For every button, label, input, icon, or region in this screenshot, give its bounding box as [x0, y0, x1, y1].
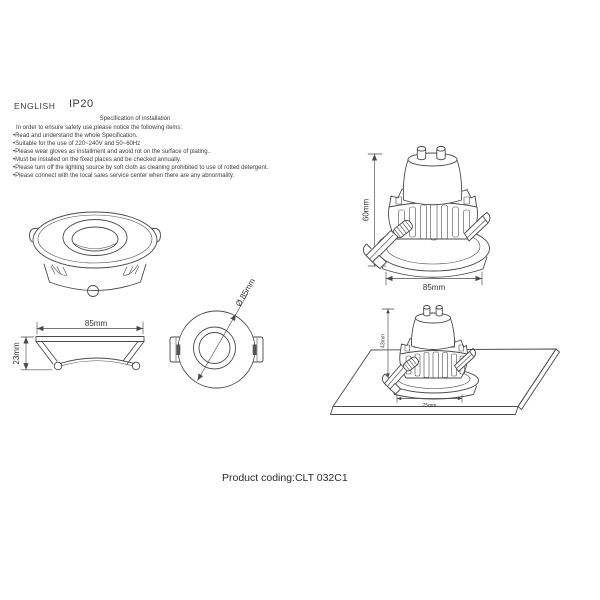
instruction-item: •Suitable for the use of 220~240V and 50~60Hz [13, 141, 141, 147]
dim-label-recess-depth: 43mm [380, 334, 387, 348]
dim-label-side-width: 85mm [84, 319, 108, 328]
clip-latch-left [177, 345, 181, 356]
language-label: ENGLISH [14, 101, 56, 111]
instruction-item: •Read and understand the whole Specification. [13, 133, 138, 139]
instruction-item: •Must be installed on the fixed places and be checked annually. [13, 157, 182, 163]
screw-hole [88, 286, 99, 297]
instruction-item: •Please connect with the local sales service center when there are any abnormality. [13, 173, 235, 179]
dim-label-side-height: 23mm [12, 342, 21, 365]
instructions-title: Specification of installation [99, 116, 171, 122]
drawing-trim-ring-perspective [30, 212, 161, 297]
clip-latch-right [253, 345, 257, 356]
dim-label-cutout-width: 75mm [422, 403, 437, 409]
panel-edge-hatch [518, 349, 560, 410]
product-coding: Product coding:CLT 032C1 [222, 472, 348, 484]
drawing-front-view [170, 277, 263, 388]
ip-rating-label: IP20 [69, 98, 94, 110]
drawing-lamp-view [362, 147, 491, 293]
instruction-item: •Please turn off the lighting source by soft cloth as cleaning prohibited to use of rotted detergent. [13, 165, 269, 171]
dim-label-lamp-width: 85mm [422, 283, 446, 292]
dim-label-lamp-height: 60mm [361, 198, 371, 222]
spring-clip-left [51, 265, 67, 276]
instructions-intro: In order to ensure safety use,please notice the following items: [16, 125, 183, 131]
dim-label-diameter: Ø 85mm [233, 276, 258, 308]
gu10-bulb [403, 160, 461, 205]
spring-clip-right [123, 265, 139, 276]
drawing-install-view [331, 306, 560, 415]
instruction-item: •Please wear gloves as installment and avoid rot on the surface of plating.. [13, 149, 211, 155]
drawing-side-view [12, 319, 144, 370]
